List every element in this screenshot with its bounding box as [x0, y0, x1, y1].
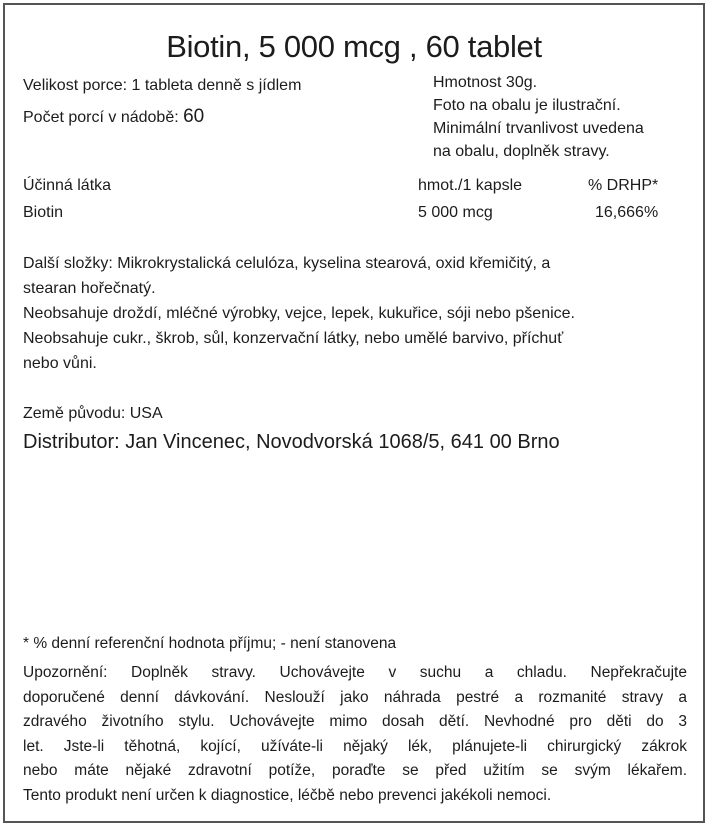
other-ingredients: [23, 251, 575, 376]
warning-line: let. Jste-li těhotná, kojící, užíváte-li nějaký lék, plánujete-li chirurgický zákrok: [23, 737, 687, 755]
product-label: [3, 3, 705, 823]
other-ingredients-line: Neobsahuje cukr., škrob, sůl, konzervační látky, nebo umělé barvivo, příchuť: [23, 330, 564, 347]
warning-line: Tento produkt není určen k diagnostice, léčbě nebo prevenci jakékoli nemoci.: [23, 786, 552, 804]
servings-per-container: [23, 106, 204, 128]
country-of-origin: Země původu: USA: [23, 405, 163, 422]
warning-line: doporučené denní dávkování. Neslouží jako náhrada pestré a rozmanité stravy a: [23, 688, 687, 706]
servings-label: Počet porcí v nádobě:: [23, 109, 184, 126]
side-info-line: Minimální trvanlivost uvedena: [433, 120, 644, 137]
header-ingredient: Účinná látka: [23, 177, 112, 194]
side-info-line: Hmotnost 30g.: [433, 74, 538, 91]
row-amount: 5 000 mcg: [418, 204, 493, 221]
other-ingredients-line: Neobsahuje droždí, mléčné výrobky, vejce, lepek, kukuřice, sóji nebo pšenice.: [23, 305, 575, 322]
side-info: [433, 71, 644, 163]
side-info-line: Foto na obalu je ilustrační.: [433, 97, 621, 114]
other-ingredients-line: stearan hořečnatý.: [23, 280, 156, 297]
product-title: Biotin, 5 000 mcg , 60 tablet: [166, 29, 542, 64]
header-amount: hmot./1 kapsle: [418, 177, 523, 194]
side-info-line: na obalu, doplněk stravy.: [433, 143, 610, 160]
header-drhp: % DRHP*: [588, 177, 659, 194]
other-ingredients-line: Další složky: Mikrokrystalická celulóza, kyselina stearová, oxid křemičitý, a: [23, 255, 551, 272]
warning-line: Upozornění: Doplněk stravy. Uchovávejte v suchu a chladu. Nepřekračujte: [23, 664, 687, 681]
footnote: * % denní referenční hodnota příjmu; - není stanovena: [23, 635, 397, 652]
other-ingredients-line: nebo vůni.: [23, 355, 97, 372]
row-ingredient: Biotin: [23, 204, 64, 221]
servings-value: 60: [183, 106, 205, 127]
distributor: Distributor: Jan Vincenec, Novodvorská 1068/5, 641 00 Brno: [23, 431, 560, 453]
warning-line: nebo máte nějaké zdravotní potíže, poraďte se před užitím se svým lékařem.: [23, 762, 687, 779]
serving-size: Velikost porce: 1 tableta denně s jídlem: [23, 77, 302, 94]
warning-line: zdravého životního stylu. Uchovávejte mimo dosah dětí. Nevhodné pro děti do 3: [23, 713, 687, 730]
row-drhp: 16,666%: [595, 204, 659, 221]
warning-text: [23, 661, 687, 808]
